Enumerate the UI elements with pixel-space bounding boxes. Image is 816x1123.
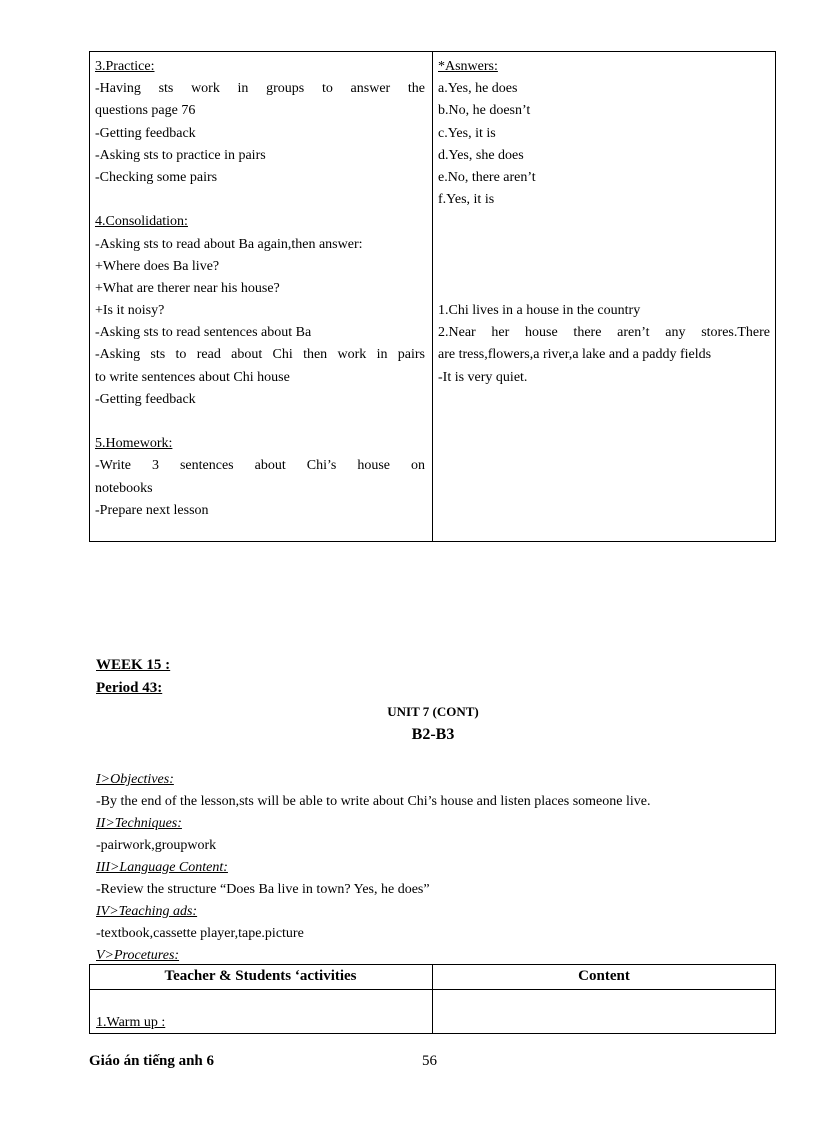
footer-book-title: Giáo án tiếng anh 6 bbox=[89, 1053, 215, 1069]
content-line: c.Yes, it is bbox=[438, 125, 496, 141]
period-label: Period 43: bbox=[96, 680, 163, 696]
week-label: WEEK 15 : bbox=[96, 657, 171, 673]
techniques-heading: II>Techniques: bbox=[96, 816, 182, 831]
activity-line: 3.Practice: bbox=[95, 59, 155, 74]
content-line: f.Yes, it is bbox=[438, 192, 495, 208]
activity-line: -Write 3 sentences about Chi’s house on bbox=[95, 458, 425, 474]
content-line bbox=[438, 211, 770, 233]
activity-line bbox=[95, 411, 425, 433]
teaching-aids-heading: IV>Teaching ads: bbox=[96, 904, 198, 919]
activity-line: -Asking sts to read about Ba again,then answer: bbox=[95, 236, 363, 252]
teacher-activities-column bbox=[95, 56, 425, 522]
teaching-aids-text: -textbook,cassette player,tape.picture bbox=[96, 926, 304, 941]
activity-line: -Asking sts to read sentences about Ba bbox=[95, 325, 312, 341]
warm-up-label: 1.Warm up : bbox=[96, 1015, 166, 1030]
unit-title: UNIT 7 (CONT) bbox=[387, 704, 479, 719]
procedures-heading: V>Procetures: bbox=[96, 948, 180, 963]
content-line: 1.Chi lives in a house in the country bbox=[438, 303, 641, 319]
content-line: b.No, he doesn’t bbox=[438, 103, 531, 119]
activity-line: -Getting feedback bbox=[95, 391, 196, 407]
activity-line: -Getting feedback bbox=[95, 125, 196, 141]
activity-line: +Where does Ba live? bbox=[95, 258, 220, 274]
activity-line: -Asking sts to practice in pairs bbox=[95, 147, 266, 163]
header-content: Content bbox=[578, 968, 630, 984]
lesson-code: B2-B3 bbox=[411, 726, 455, 743]
activity-line bbox=[95, 189, 425, 211]
header-teacher-students-activities: Teacher & Students ‘activities bbox=[164, 968, 357, 984]
techniques-text: -pairwork,groupwork bbox=[96, 838, 217, 853]
activity-line: to write sentences about Chi house bbox=[95, 369, 290, 385]
content-line bbox=[438, 234, 770, 256]
objectives-text: -By the end of the lesson,sts will be able to write about Chi’s house and listen places someone live. bbox=[96, 794, 651, 809]
content-column bbox=[438, 56, 770, 389]
activity-line: -Having sts work in groups to answer the bbox=[95, 81, 425, 97]
activity-line: notebooks bbox=[95, 480, 153, 496]
content-line: d.Yes, she does bbox=[438, 147, 524, 163]
table-column-divider bbox=[432, 51, 433, 542]
content-line bbox=[438, 256, 770, 278]
procedures-table-header-divider bbox=[89, 989, 776, 990]
activity-line: 5.Homework: bbox=[95, 436, 173, 452]
objectives-heading: I>Objectives: bbox=[96, 772, 174, 787]
language-content-text: -Review the structure “Does Ba live in town? Yes, he does” bbox=[96, 882, 430, 897]
language-content-heading: III>Language Content: bbox=[96, 860, 228, 875]
content-line bbox=[438, 278, 770, 300]
activity-line: 4.Consolidation: bbox=[95, 214, 188, 230]
content-line: -It is very quiet. bbox=[438, 369, 528, 385]
activity-line: -Prepare next lesson bbox=[95, 502, 209, 518]
content-line: e.No, there aren’t bbox=[438, 169, 536, 185]
content-line: 2.Near her house there aren’t any stores.There bbox=[438, 325, 770, 341]
activity-line: -Asking sts to read about Chi then work in pairs bbox=[95, 347, 425, 363]
activity-line: +What are therer near his house? bbox=[95, 280, 280, 296]
activity-line: questions page 76 bbox=[95, 103, 196, 119]
content-line: *Asnwers: bbox=[438, 59, 498, 74]
activity-line: +Is it noisy? bbox=[95, 303, 165, 319]
activity-line: -Checking some pairs bbox=[95, 169, 218, 185]
content-line: are tress,flowers,a river,a lake and a paddy fields bbox=[438, 347, 712, 363]
content-line: a.Yes, he does bbox=[438, 81, 518, 97]
footer-page-number: 56 bbox=[422, 1053, 437, 1069]
